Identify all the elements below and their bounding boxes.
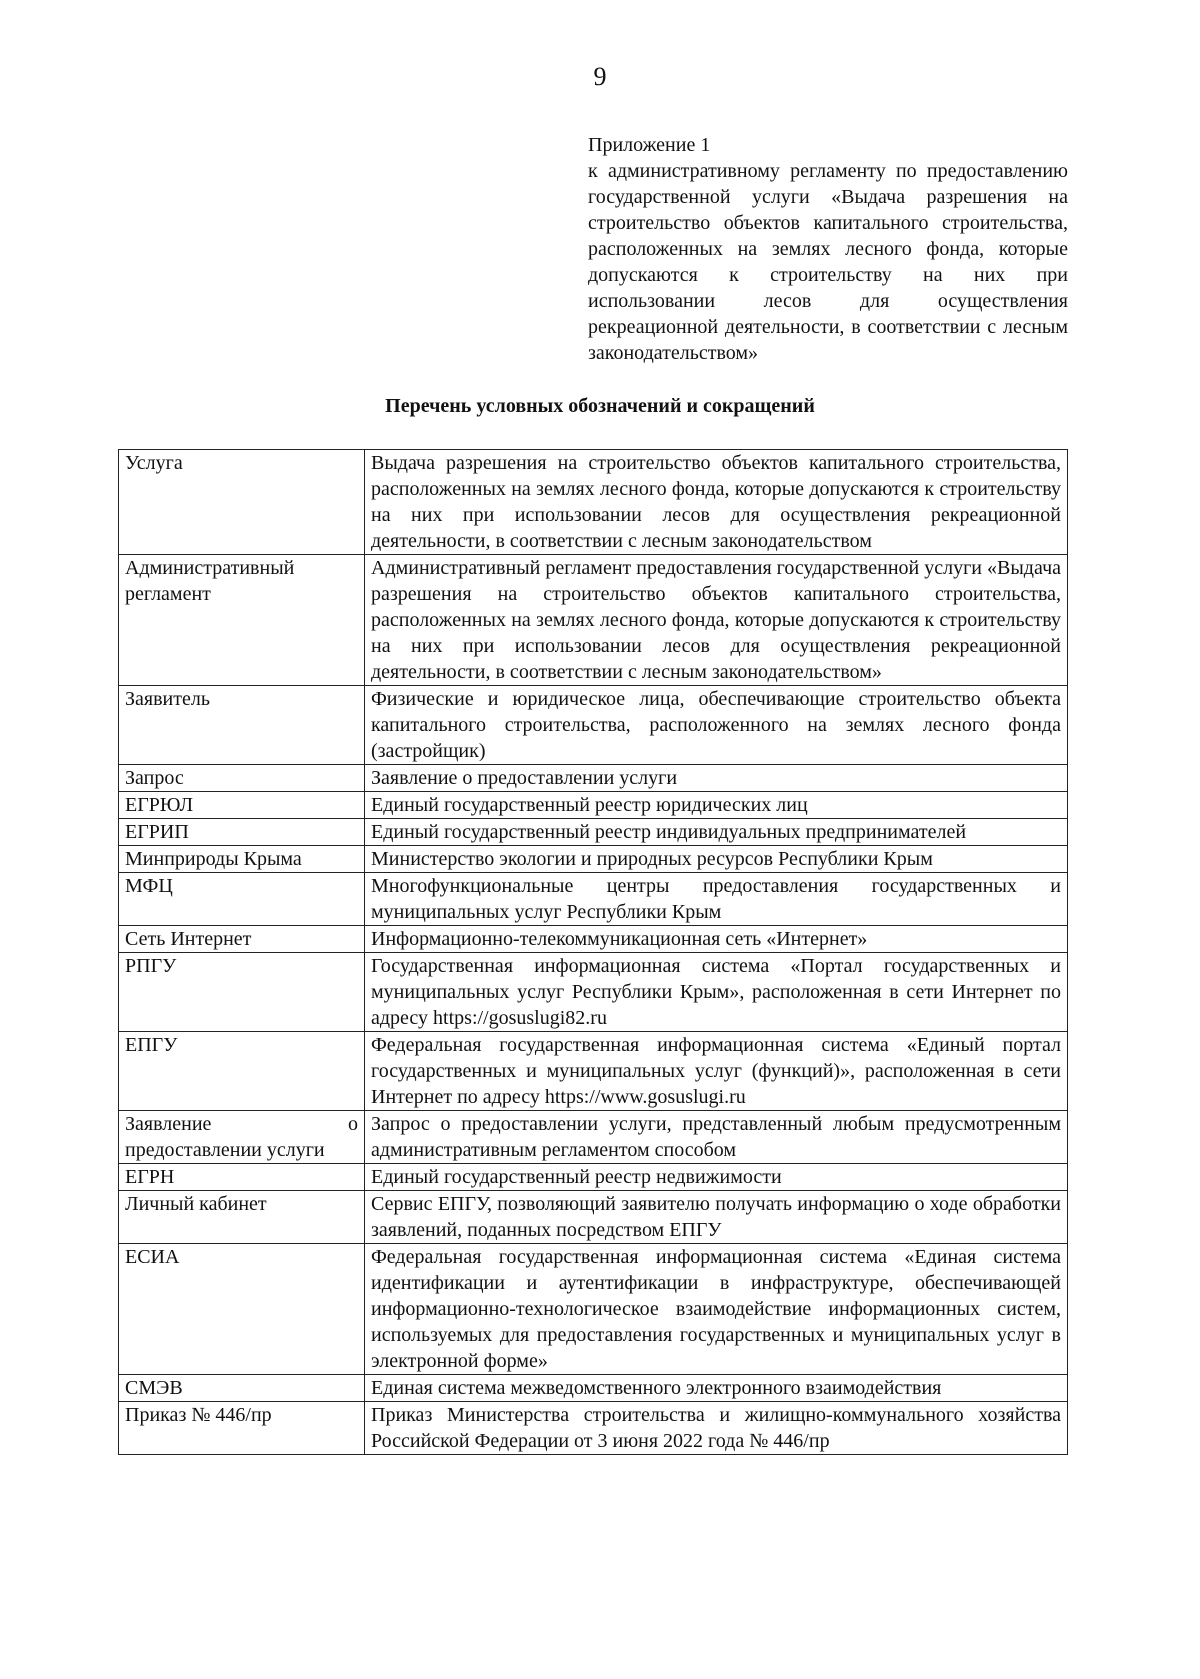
definition-cell: Физические и юридическое лица, обеспечивающие строительство объекта капитального строительства, расположенного на землях лесного фонда (застройщик) <box>365 686 1068 765</box>
table-row <box>119 846 1068 873</box>
definition-cell: Единый государственный реестр индивидуальных предпринимателей <box>365 819 1068 846</box>
definition-cell: Федеральная государственная информационная система «Единый портал государственных и муниципальных услуг (функций)», расположенная в сети Интернет по адресу https://www.gosuslugi.ru <box>365 1032 1068 1111</box>
table-row <box>119 1375 1068 1402</box>
term-cell: Заявитель <box>119 686 365 765</box>
list-title: Перечень условных обозначений и сокращений <box>385 395 815 417</box>
table-row <box>119 953 1068 1032</box>
page-number: 9 <box>593 62 607 91</box>
definition-cell: Единая система межведомственного электронного взаимодействия <box>365 1375 1068 1402</box>
annex-block <box>588 132 1068 366</box>
term-cell: Минприроды Крыма <box>119 846 365 873</box>
table-row <box>119 1111 1068 1164</box>
table-row <box>119 1191 1068 1244</box>
definition-cell: Выдача разрешения на строительство объектов капитального строительства, расположенных на землях лесного фонда, которые допускаются к строительству на них при использовании лесов для осуществления рекреационной деятельности, в соответствии с лесным законодательством <box>365 450 1068 555</box>
definition-cell: Министерство экологии и природных ресурсов Республики Крым <box>365 846 1068 873</box>
definition-cell: Запрос о предоставлении услуги, представленный любым предусмотренным административным регламентом способом <box>365 1111 1068 1164</box>
table-row <box>119 555 1068 686</box>
table-row <box>119 873 1068 926</box>
term-cell: СМЭВ <box>119 1375 365 1402</box>
table-row <box>119 926 1068 953</box>
definition-cell: Многофункциональные центры предоставления государственных и муниципальных услуг Республики Крым <box>365 873 1068 926</box>
annex-title: Приложение 1 <box>588 134 711 156</box>
table-row <box>119 450 1068 555</box>
table-row <box>119 1164 1068 1191</box>
definition-cell: Заявление о предоставлении услуги <box>365 765 1068 792</box>
term-cell: Приказ № 446/пр <box>119 1402 365 1455</box>
table-row <box>119 1244 1068 1375</box>
definition-cell: Государственная информационная система «Портал государственных и муниципальных услуг Республики Крым», расположенная в сети Интернет по адресу https://gosuslugi82.ru <box>365 953 1068 1032</box>
definition-cell: Приказ Министерства строительства и жилищно-коммунального хозяйства Российской Федерации от 3 июня 2022 года № 446/пр <box>365 1402 1068 1455</box>
term-cell: Заявление о предоставлении услуги <box>119 1111 365 1164</box>
table-row <box>119 792 1068 819</box>
term-cell: ЕГРН <box>119 1164 365 1191</box>
table-row <box>119 1402 1068 1455</box>
term-cell: Услуга <box>119 450 365 555</box>
table-row <box>119 765 1068 792</box>
term-cell: ЕПГУ <box>119 1032 365 1111</box>
term-cell: Сеть Интернет <box>119 926 365 953</box>
table-row <box>119 686 1068 765</box>
term-cell: ЕГРИП <box>119 819 365 846</box>
definition-cell: Единый государственный реестр юридических лиц <box>365 792 1068 819</box>
term-cell: РПГУ <box>119 953 365 1032</box>
definition-cell: Информационно-телекоммуникационная сеть «Интернет» <box>365 926 1068 953</box>
term-cell: Личный кабинет <box>119 1191 365 1244</box>
term-cell: Административный регламент <box>119 555 365 686</box>
table-row <box>119 819 1068 846</box>
definition-cell: Единый государственный реестр недвижимости <box>365 1164 1068 1191</box>
term-cell: ЕГРЮЛ <box>119 792 365 819</box>
definition-cell: Административный регламент предоставления государственной услуги «Выдача разрешения на строительство объектов капитального строительства, расположенных на землях лесного фонда, которые допускаются к строительству на них при использовании лесов для осуществления рекреационной деятельности, в соответствии с лесным законодательством» <box>365 555 1068 686</box>
definition-cell: Сервис ЕПГУ, позволяющий заявителю получать информацию о ходе обработки заявлений, поданных посредством ЕПГУ <box>365 1191 1068 1244</box>
abbreviations-table <box>118 449 1068 1455</box>
term-cell: ЕСИА <box>119 1244 365 1375</box>
term-cell: МФЦ <box>119 873 365 926</box>
term-cell: Запрос <box>119 765 365 792</box>
annex-text: к административному регламенту по предоставлению государственной услуги «Выдача разрешения на строительство объектов капитального строительства, расположенных на землях лесного фонда, которые допускаются к строительству на них при использовании лесов для осуществления рекреационной деятельности, в соответствии с лесным законодательством» <box>588 160 1068 364</box>
table-row <box>119 1032 1068 1111</box>
definition-cell: Федеральная государственная информационная система «Единая система идентификации и аутентификации в инфраструктуре, обеспечивающей информационно-технологическое взаимодействие информационных систем, используемых для предоставления государственных и муниципальных услуг в электронной форме» <box>365 1244 1068 1375</box>
